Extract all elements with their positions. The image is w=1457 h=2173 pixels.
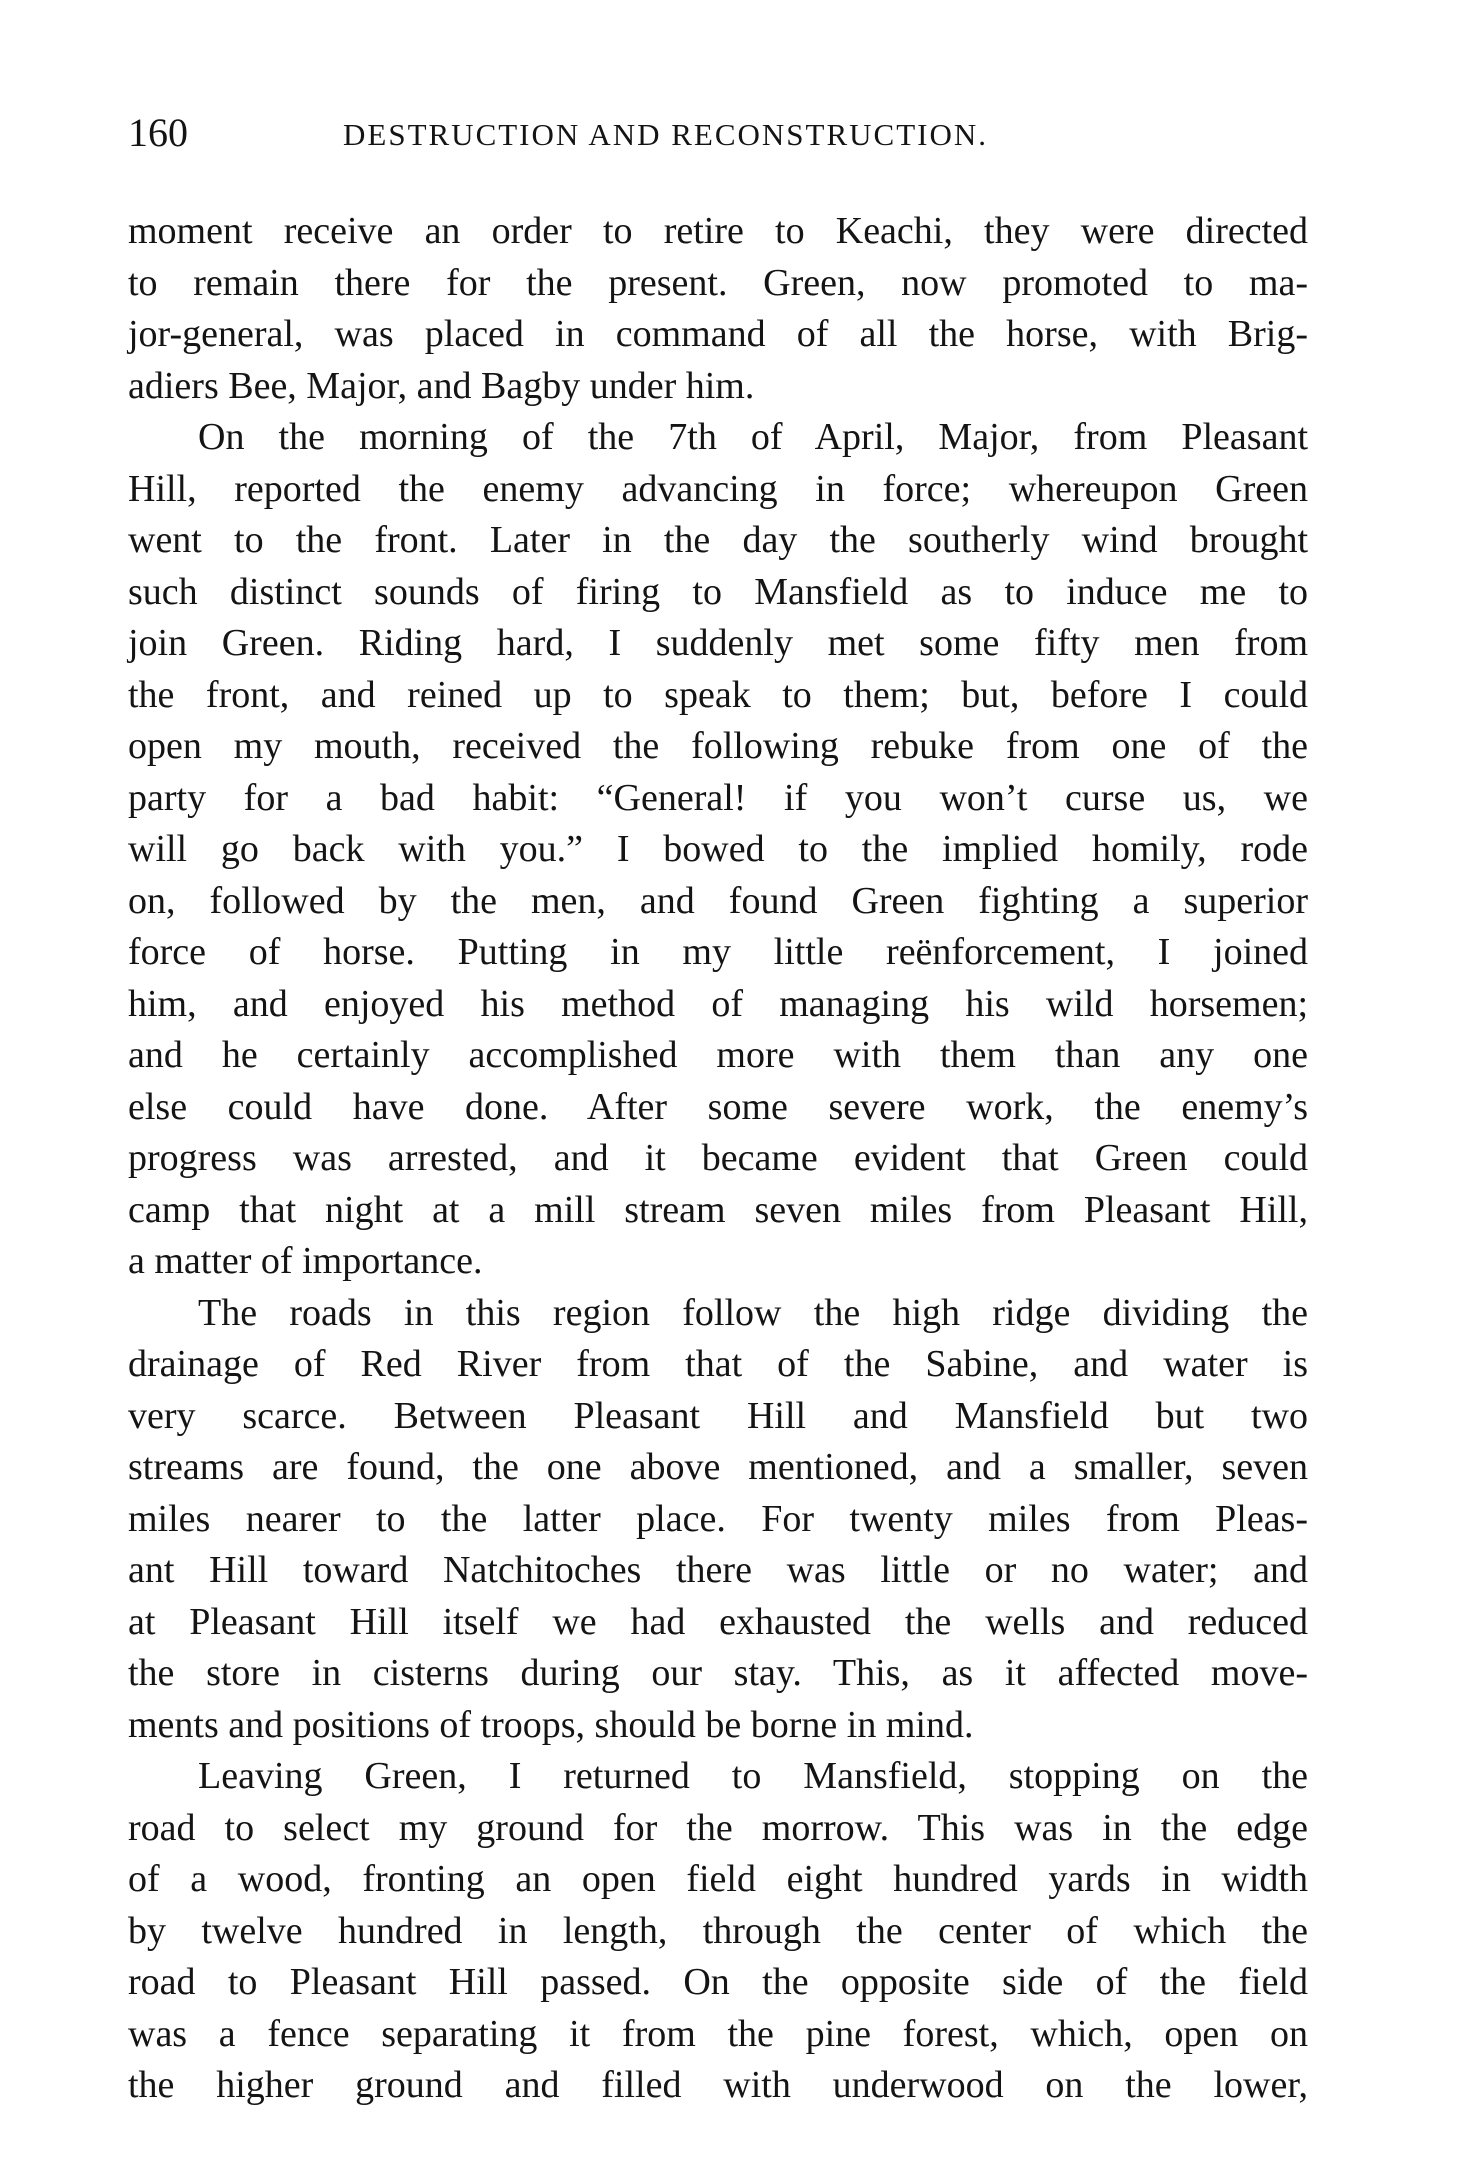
text-line: On the morning of the 7th of April, Major, from Pleasant <box>198 416 1308 458</box>
text-line: Leaving Green, I returned to Mansfield, stopping on the <box>198 1755 1308 1797</box>
text-line: the front, and reined up to speak to them; but, before I could <box>128 673 1308 716</box>
text-line: and he certainly accomplished more with them than any one <box>128 1034 1308 1076</box>
text-line: drainage of Red River from that of the Sabine, and water is <box>128 1343 1308 1385</box>
text-line: road to select my ground for the morrow. This was in the edge <box>128 1806 1308 1849</box>
text-line: of a wood, fronting an open field eight hundred yards in width <box>128 1858 1308 1900</box>
text-line: such distinct sounds of firing to Mansfield as to induce me to <box>128 570 1308 613</box>
text-line: ant Hill toward Natchitoches there was little or no water; and <box>128 1549 1308 1591</box>
text-line: very scarce. Between Pleasant Hill and Mansfield but two <box>128 1394 1308 1437</box>
text-line: jor-general, was placed in command of all the horse, with Brig- <box>128 313 1308 355</box>
text-line: moment receive an order to retire to Keachi, they were directed <box>128 210 1308 252</box>
text-line: Hill, reported the enemy advancing in force; whereupon Green <box>128 467 1308 510</box>
page-header <box>128 108 1308 158</box>
text-line: on, followed by the men, and found Green fighting a superior <box>128 879 1308 922</box>
text-line: the higher ground and filled with underwood on the lower, <box>128 2064 1308 2106</box>
text-line: the store in cisterns during our stay. This, as it affected move- <box>128 1652 1308 1694</box>
text-line: camp that night at a mill stream seven miles from Pleasant Hill, <box>128 1188 1308 1231</box>
text-line: progress was arrested, and it became evident that Green could <box>128 1137 1308 1179</box>
text-line: was a fence separating it from the pine forest, which, open on <box>128 2012 1308 2055</box>
text-line: ments and positions of troops, should be borne in mind. <box>128 1703 974 1746</box>
text-line: at Pleasant Hill itself we had exhausted the wells and reduced <box>128 1600 1308 1643</box>
text-line: The roads in this region follow the high ridge dividing the <box>198 1291 1308 1334</box>
body-text <box>128 206 1308 2112</box>
text-line: road to Pleasant Hill passed. On the opposite side of the field <box>128 1961 1308 2003</box>
text-line: adiers Bee, Major, and Bagby under him. <box>128 364 755 407</box>
running-head: DESTRUCTION AND RECONSTRUCTION. <box>343 117 988 152</box>
text-line: to remain there for the present. Green, now promoted to ma- <box>128 261 1308 304</box>
text-line: a matter of importance. <box>128 1240 483 1282</box>
text-line: open my mouth, received the following rebuke from one of the <box>128 725 1308 767</box>
text-line: else could have done. After some severe work, the enemy’s <box>128 1085 1308 1128</box>
text-line: miles nearer to the latter place. For twenty miles from Pleas- <box>128 1497 1308 1540</box>
text-line: went to the front. Later in the day the southerly wind brought <box>128 519 1308 561</box>
text-line: party for a bad habit: “General! if you won’t curse us, we <box>128 776 1308 819</box>
page-number: 160 <box>128 110 188 155</box>
text-line: join Green. Riding hard, I suddenly met some fifty men from <box>128 622 1308 664</box>
text-line: streams are found, the one above mentioned, and a smaller, seven <box>128 1446 1308 1488</box>
text-line: by twelve hundred in length, through the center of which the <box>128 1909 1308 1952</box>
text-line: him, and enjoyed his method of managing his wild horsemen; <box>128 982 1308 1025</box>
text-line: will go back with you.” I bowed to the implied homily, rode <box>128 828 1308 870</box>
text-line: force of horse. Putting in my little reënforcement, I joined <box>128 931 1308 973</box>
